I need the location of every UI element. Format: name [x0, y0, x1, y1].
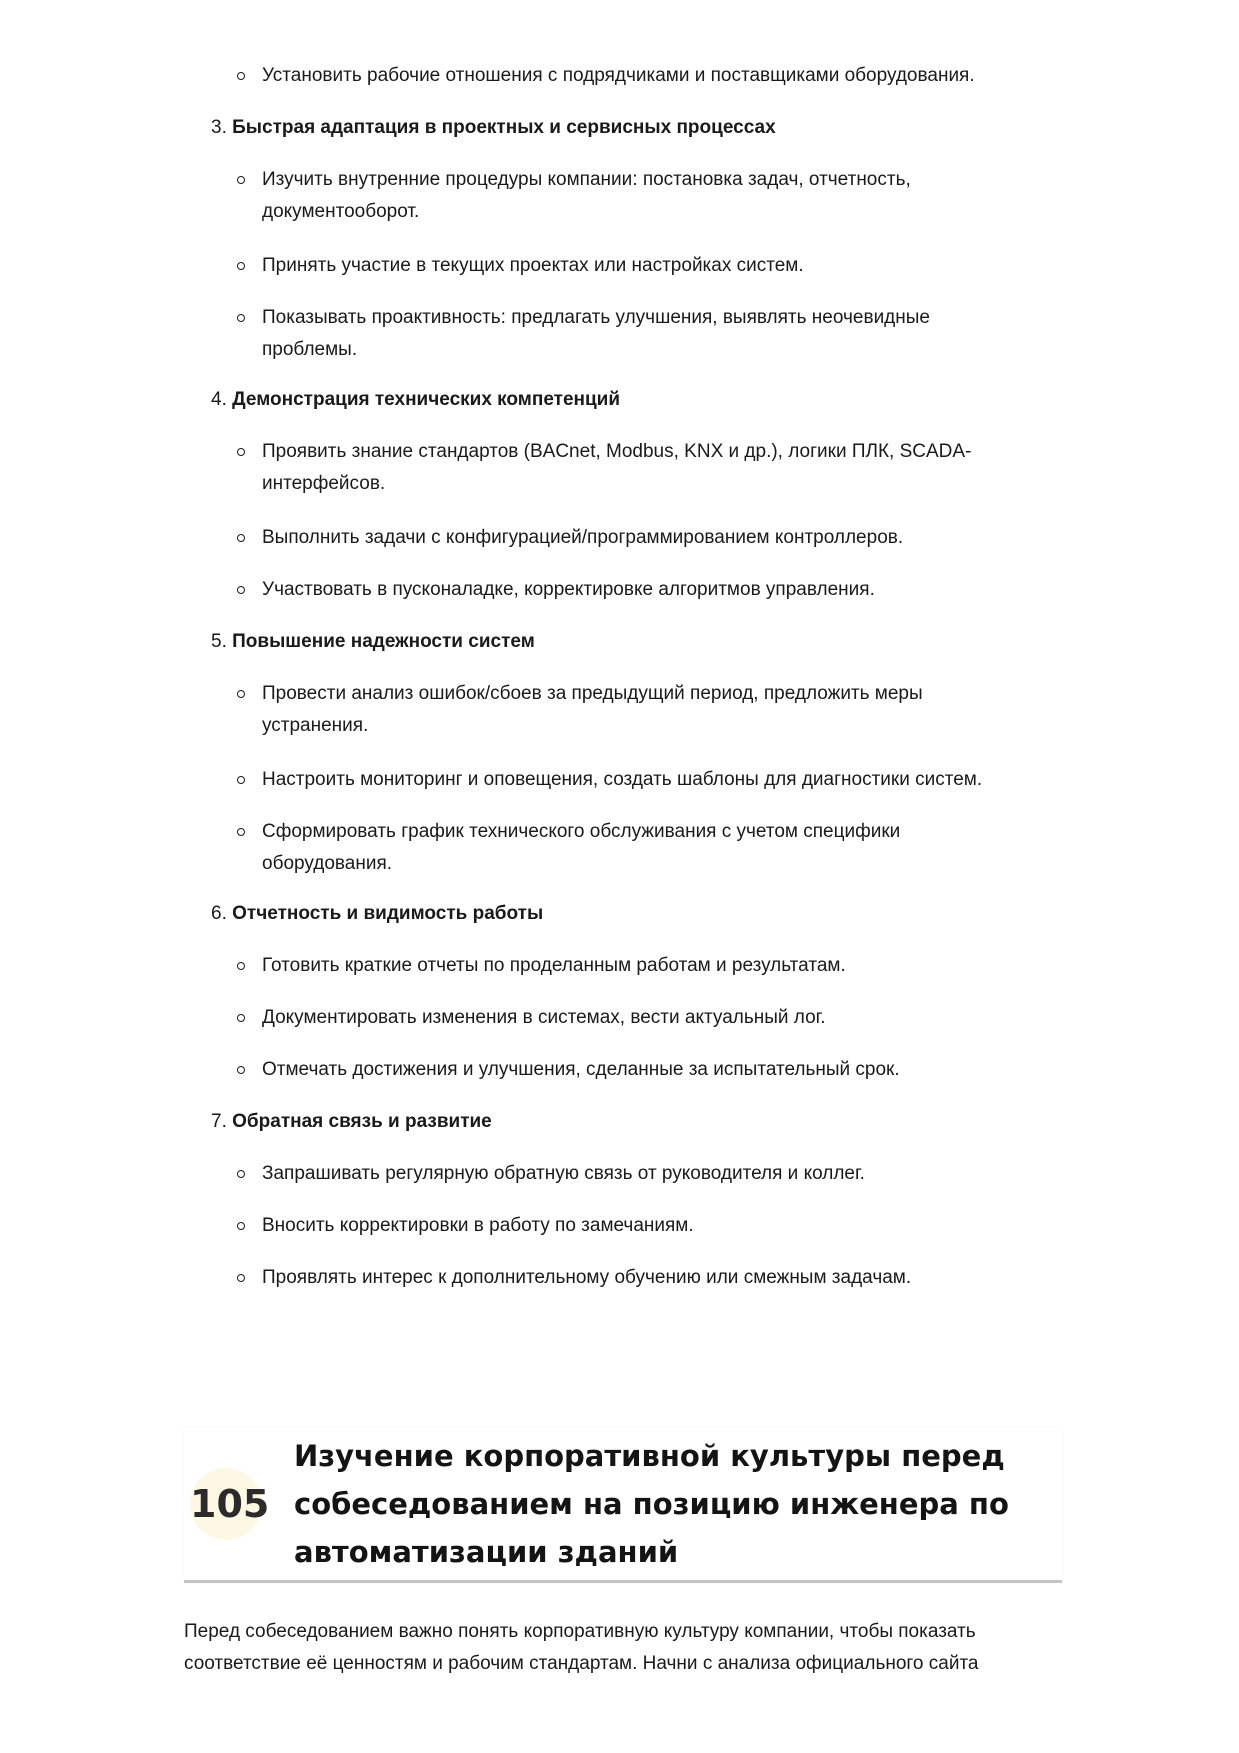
section-heading: 3. Быстрая адаптация в проектных и сервисных процессах: [211, 117, 776, 138]
list-item: Установить рабочие отношения с подрядчиками и поставщиками оборудования.: [262, 60, 1062, 92]
circle-bullet-icon: [237, 314, 245, 322]
chapter-title: Изучение корпоративной культуры перед собеседованием на позицию инженера по автоматизации зданий: [294, 1439, 1009, 1569]
list-item: Принять участие в текущих проектах или настройках систем.: [262, 250, 1062, 282]
circle-bullet-icon: [237, 690, 245, 698]
circle-bullet-icon: [237, 1014, 245, 1022]
list-item: Показывать проактивность: предлагать улучшения, выявлять неочевидные проблемы.: [262, 302, 1002, 366]
circle-bullet-icon: [237, 176, 245, 184]
section-heading: 7. Обратная связь и развитие: [211, 1111, 492, 1132]
list-item: Проявлять интерес к дополнительному обучению или смежным задачам.: [262, 1262, 1062, 1294]
chapter-header: [184, 1428, 1062, 1583]
circle-bullet-icon: [237, 586, 245, 594]
list-item: Готовить краткие отчеты по проделанным работам и результатам.: [262, 950, 1062, 982]
circle-bullet-icon: [237, 534, 245, 542]
circle-bullet-icon: [237, 962, 245, 970]
circle-bullet-icon: [237, 828, 245, 836]
circle-bullet-icon: [237, 1170, 245, 1178]
circle-bullet-icon: [237, 72, 245, 80]
list-item: Запрашивать регулярную обратную связь от руководителя и коллег.: [262, 1158, 1062, 1190]
circle-bullet-icon: [237, 776, 245, 784]
list-item: Документировать изменения в системах, вести актуальный лог.: [262, 1002, 1062, 1034]
list-item: Изучить внутренние процедуры компании: постановка задач, отчетность, документооборот.: [262, 164, 1002, 228]
circle-bullet-icon: [237, 1222, 245, 1230]
list-item: Выполнить задачи с конфигурацией/программированием контроллеров.: [262, 522, 1062, 554]
circle-bullet-icon: [237, 262, 245, 270]
section-heading: 6. Отчетность и видимость работы: [211, 903, 544, 924]
list-item: Отмечать достижения и улучшения, сделанные за испытательный срок.: [262, 1054, 1062, 1086]
list-item: Настроить мониторинг и оповещения, создать шаблоны для диагностики систем.: [262, 764, 1062, 796]
intro-paragraph: Перед собеседованием важно понять корпоративную культуру компании, чтобы показать соответствие её ценностям и рабочим стандартам. Начни с анализа официального сайта: [184, 1621, 979, 1674]
list-item: Провести анализ ошибок/сбоев за предыдущий период, предложить меры устранения.: [262, 678, 1002, 742]
list-item: Вносить корректировки в работу по замечаниям.: [262, 1210, 1062, 1242]
list-item: Сформировать график технического обслуживания с учетом специфики оборудования.: [262, 816, 1002, 880]
circle-bullet-icon: [237, 1066, 245, 1074]
chapter-number-badge: 105: [190, 1468, 262, 1540]
section-heading: 4. Демонстрация технических компетенций: [211, 389, 621, 410]
list-item: Участвовать в пусконаладке, корректировке алгоритмов управления.: [262, 574, 1062, 606]
circle-bullet-icon: [237, 1274, 245, 1282]
list-item: Проявить знание стандартов (BACnet, Modbus, KNX и др.), логики ПЛК, SCADA-интерфейсов.: [262, 436, 1022, 500]
circle-bullet-icon: [237, 448, 245, 456]
section-heading: 5. Повышение надежности систем: [211, 631, 535, 652]
